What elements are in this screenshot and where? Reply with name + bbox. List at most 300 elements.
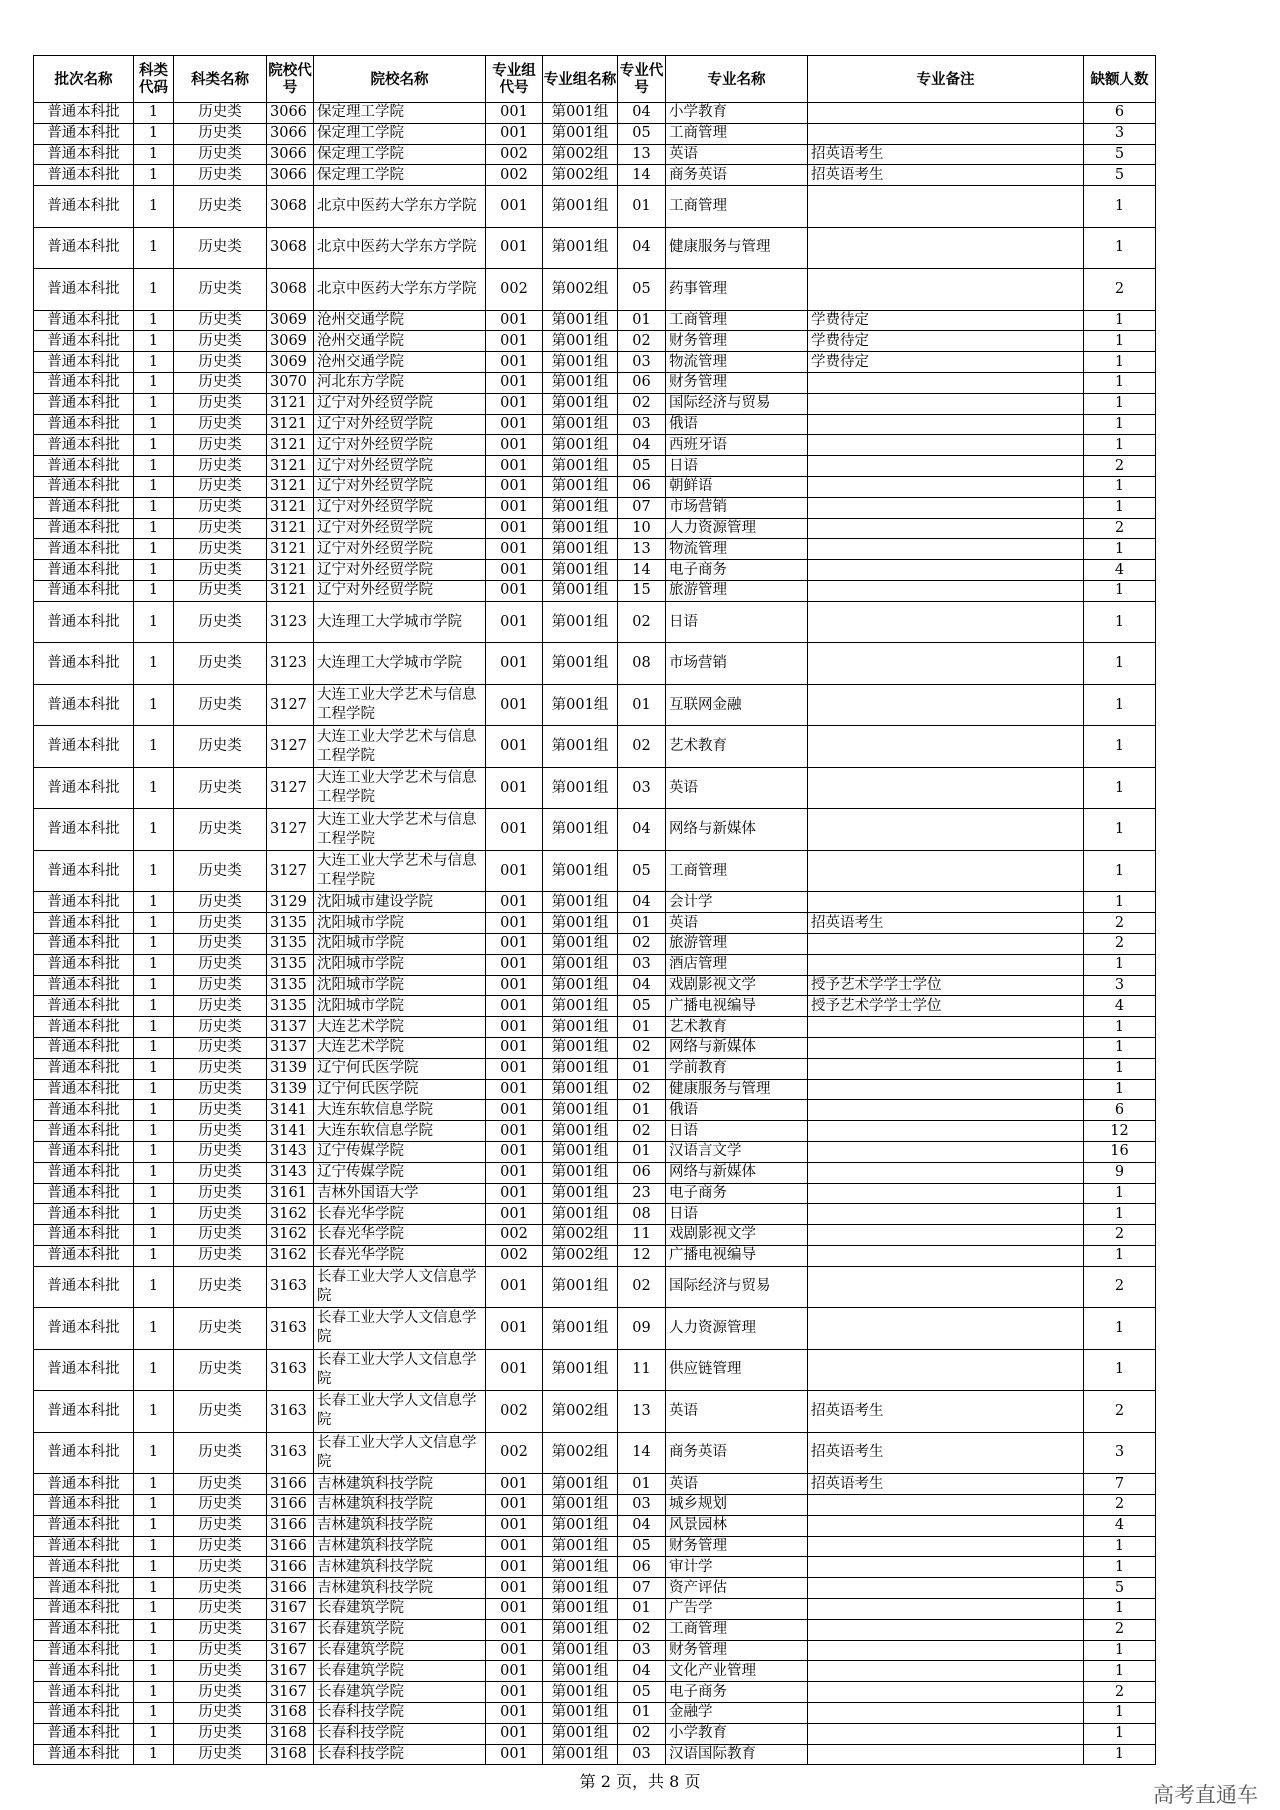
cell-school-code: 3068 [267,269,314,311]
cell-group-code: 001 [486,310,543,331]
cell-major-code: 06 [618,477,666,498]
cell-major-name: 市场营销 [666,643,808,685]
cell-group-code: 001 [486,933,543,954]
cell-vacancy-count: 9 [1084,1162,1156,1183]
cell-vacancy-count: 1 [1084,954,1156,975]
cell-vacancy-count: 1 [1084,414,1156,435]
cell-vacancy-count: 1 [1084,581,1156,602]
cell-school-name: 沈阳城市学院 [314,933,486,954]
cell-major-remark [808,1536,1084,1557]
table-row [34,1266,1156,1308]
cell-category-code: 1 [134,352,174,373]
cell-school-name: 大连工业大学艺术与信息工程学院 [314,767,486,809]
cell-major-name: 财务管理 [666,331,808,352]
cell-category-code: 1 [134,601,174,643]
table-row [34,1619,1156,1640]
cell-vacancy-count: 1 [1084,310,1156,331]
cell-major-name: 市场营销 [666,497,808,518]
cell-major-name: 物流管理 [666,352,808,373]
cell-vacancy-count: 1 [1084,1058,1156,1079]
cell-vacancy-count: 1 [1084,1661,1156,1682]
page-number: 第 2 页，共 8 页 [579,1772,701,1791]
cell-major-code: 07 [618,497,666,518]
cell-vacancy-count: 2 [1084,1266,1156,1308]
cell-group-code: 001 [486,809,543,851]
cell-major-name: 风景园林 [666,1515,808,1536]
cell-major-remark [808,269,1084,311]
cell-major-name: 旅游管理 [666,933,808,954]
cell-category-name: 历史类 [174,1162,267,1183]
cell-major-name: 工商管理 [666,850,808,892]
cell-group-code: 002 [486,269,543,311]
cell-school-code: 3162 [267,1204,314,1225]
cell-group-name: 第002组 [543,1245,618,1266]
cell-category-code: 1 [134,1245,174,1266]
cell-batch: 普通本科批 [34,1557,134,1578]
cell-major-name: 资产评估 [666,1578,808,1599]
cell-batch: 普通本科批 [34,123,134,144]
cell-category-code: 1 [134,1432,174,1474]
table-row [34,1515,1156,1536]
cell-category-code: 1 [134,1723,174,1744]
cell-category-name: 历史类 [174,1100,267,1121]
cell-major-remark [808,1661,1084,1682]
cell-group-code: 002 [486,1432,543,1474]
cell-batch: 普通本科批 [34,1058,134,1079]
cell-group-name: 第001组 [543,1162,618,1183]
cell-batch: 普通本科批 [34,331,134,352]
cell-batch: 普通本科批 [34,414,134,435]
cell-category-name: 历史类 [174,1640,267,1661]
cell-group-code: 001 [486,1598,543,1619]
cell-group-code: 001 [486,1619,543,1640]
cell-school-code: 3066 [267,103,314,124]
table-row [34,310,1156,331]
cell-group-name: 第001组 [543,892,618,913]
cell-vacancy-count: 1 [1084,1017,1156,1038]
cell-school-code: 3162 [267,1245,314,1266]
cell-school-name: 保定理工学院 [314,144,486,165]
cell-category-name: 历史类 [174,1536,267,1557]
cell-vacancy-count: 1 [1084,1744,1156,1765]
cell-category-code: 1 [134,913,174,934]
table-row [34,975,1156,996]
table-row [34,1682,1156,1703]
cell-batch: 普通本科批 [34,1536,134,1557]
table-row [34,456,1156,477]
cell-school-code: 3135 [267,933,314,954]
cell-vacancy-count: 16 [1084,1141,1156,1162]
cell-category-code: 1 [134,310,174,331]
cell-major-name: 戏剧影视文学 [666,1225,808,1246]
cell-category-name: 历史类 [174,601,267,643]
cell-major-code: 05 [618,456,666,477]
cell-category-name: 历史类 [174,1183,267,1204]
cell-category-name: 历史类 [174,996,267,1017]
table-row [34,809,1156,851]
cell-vacancy-count: 6 [1084,1100,1156,1121]
cell-category-code: 1 [134,809,174,851]
cell-group-code: 001 [486,539,543,560]
cell-group-code: 001 [486,123,543,144]
cell-vacancy-count: 7 [1084,1474,1156,1495]
table-row [34,1702,1156,1723]
cell-group-code: 001 [486,684,543,726]
cell-group-name: 第001组 [543,497,618,518]
cell-category-name: 历史类 [174,643,267,685]
cell-category-name: 历史类 [174,1723,267,1744]
cell-major-remark [808,726,1084,768]
cell-vacancy-count: 1 [1084,809,1156,851]
cell-category-name: 历史类 [174,435,267,456]
cell-school-name: 长春科技学院 [314,1702,486,1723]
cell-school-name: 长春科技学院 [314,1744,486,1765]
cell-school-name: 吉林建筑科技学院 [314,1515,486,1536]
cell-group-name: 第001组 [543,310,618,331]
cell-major-remark [808,1578,1084,1599]
cell-group-code: 001 [486,975,543,996]
header-category-code: 科类代码 [134,56,174,103]
cell-major-name: 城乡规划 [666,1494,808,1515]
cell-group-name: 第001组 [543,1494,618,1515]
cell-major-remark [808,1037,1084,1058]
cell-category-code: 1 [134,331,174,352]
cell-major-code: 02 [618,1121,666,1142]
cell-batch: 普通本科批 [34,1515,134,1536]
cell-category-code: 1 [134,1308,174,1350]
cell-major-remark [808,477,1084,498]
cell-major-remark [808,497,1084,518]
cell-vacancy-count: 1 [1084,1204,1156,1225]
cell-major-remark: 学费待定 [808,331,1084,352]
cell-school-code: 3162 [267,1225,314,1246]
table-row [34,1349,1156,1391]
cell-major-code: 12 [618,1245,666,1266]
cell-school-code: 3167 [267,1661,314,1682]
cell-vacancy-count: 4 [1084,560,1156,581]
cell-major-remark [808,892,1084,913]
cell-batch: 普通本科批 [34,227,134,269]
cell-major-name: 国际经济与贸易 [666,1266,808,1308]
table-row [34,414,1156,435]
cell-school-code: 3141 [267,1100,314,1121]
cell-school-name: 长春工业大学人文信息学院 [314,1266,486,1308]
cell-category-code: 1 [134,892,174,913]
cell-school-name: 长春建筑学院 [314,1640,486,1661]
cell-group-name: 第001组 [543,809,618,851]
cell-batch: 普通本科批 [34,560,134,581]
cell-group-name: 第001组 [543,477,618,498]
cell-group-name: 第001组 [543,767,618,809]
cell-batch: 普通本科批 [34,726,134,768]
cell-major-code: 02 [618,1266,666,1308]
cell-group-name: 第001组 [543,227,618,269]
cell-batch: 普通本科批 [34,1702,134,1723]
cell-school-name: 沈阳城市学院 [314,975,486,996]
cell-group-name: 第001组 [543,643,618,685]
cell-category-name: 历史类 [174,1661,267,1682]
cell-group-name: 第002组 [543,269,618,311]
cell-school-code: 3069 [267,352,314,373]
cell-group-name: 第001组 [543,1702,618,1723]
cell-group-name: 第001组 [543,1349,618,1391]
cell-school-name: 吉林外国语大学 [314,1183,486,1204]
cell-group-code: 001 [486,1037,543,1058]
cell-major-code: 01 [618,913,666,934]
cell-group-code: 001 [486,850,543,892]
cell-group-name: 第001组 [543,1619,618,1640]
table-row [34,103,1156,124]
table-row [34,996,1156,1017]
cell-school-name: 沈阳城市学院 [314,913,486,934]
table-row [34,560,1156,581]
cell-group-name: 第001组 [543,1121,618,1142]
cell-vacancy-count: 1 [1084,227,1156,269]
table-row [34,1494,1156,1515]
cell-group-name: 第001组 [543,601,618,643]
cell-batch: 普通本科批 [34,1141,134,1162]
cell-school-name: 辽宁何氏医学院 [314,1058,486,1079]
cell-major-code: 06 [618,373,666,394]
cell-vacancy-count: 1 [1084,539,1156,560]
cell-category-name: 历史类 [174,1515,267,1536]
header-school-code: 院校代号 [267,56,314,103]
cell-vacancy-count: 2 [1084,456,1156,477]
cell-group-code: 001 [486,1661,543,1682]
cell-category-code: 1 [134,1557,174,1578]
cell-major-remark [808,1079,1084,1100]
cell-batch: 普通本科批 [34,1432,134,1474]
cell-school-name: 吉林建筑科技学院 [314,1557,486,1578]
cell-category-name: 历史类 [174,581,267,602]
table-row [34,1557,1156,1578]
cell-major-remark: 学费待定 [808,310,1084,331]
cell-category-code: 1 [134,1121,174,1142]
cell-major-code: 01 [618,186,666,228]
cell-major-name: 广播电视编导 [666,1245,808,1266]
table-row [34,1640,1156,1661]
cell-major-remark [808,1245,1084,1266]
cell-major-name: 工商管理 [666,310,808,331]
cell-category-name: 历史类 [174,1266,267,1308]
cell-major-code: 03 [618,352,666,373]
cell-major-code: 05 [618,1682,666,1703]
cell-group-name: 第001组 [543,1141,618,1162]
cell-vacancy-count: 4 [1084,996,1156,1017]
cell-major-name: 物流管理 [666,539,808,560]
table-row [34,1245,1156,1266]
cell-major-name: 旅游管理 [666,581,808,602]
cell-major-remark [808,1141,1084,1162]
cell-category-code: 1 [134,186,174,228]
cell-batch: 普通本科批 [34,1037,134,1058]
cell-major-name: 财务管理 [666,1640,808,1661]
cell-category-code: 1 [134,144,174,165]
cell-major-name: 商务英语 [666,1432,808,1474]
cell-category-name: 历史类 [174,539,267,560]
cell-group-name: 第001组 [543,954,618,975]
cell-school-name: 大连工业大学艺术与信息工程学院 [314,684,486,726]
cell-school-code: 3121 [267,477,314,498]
cell-school-code: 3168 [267,1744,314,1765]
cell-major-name: 俄语 [666,1100,808,1121]
cell-major-remark [808,1204,1084,1225]
cell-major-name: 戏剧影视文学 [666,975,808,996]
cell-school-code: 3123 [267,643,314,685]
cell-batch: 普通本科批 [34,1017,134,1038]
table-row [34,1661,1156,1682]
cell-batch: 普通本科批 [34,1245,134,1266]
cell-school-name: 长春建筑学院 [314,1682,486,1703]
cell-major-name: 英语 [666,1391,808,1433]
cell-category-name: 历史类 [174,1432,267,1474]
cell-school-code: 3168 [267,1723,314,1744]
table-row [34,1723,1156,1744]
cell-school-code: 3135 [267,996,314,1017]
cell-school-name: 大连东软信息学院 [314,1100,486,1121]
cell-school-name: 长春工业大学人文信息学院 [314,1391,486,1433]
cell-major-remark: 授予艺术学学士学位 [808,996,1084,1017]
cell-group-code: 001 [486,643,543,685]
cell-category-code: 1 [134,103,174,124]
cell-major-code: 23 [618,1183,666,1204]
cell-major-code: 02 [618,1037,666,1058]
cell-category-code: 1 [134,456,174,477]
cell-vacancy-count: 1 [1084,726,1156,768]
cell-major-remark [808,1682,1084,1703]
cell-category-name: 历史类 [174,1349,267,1391]
cell-major-remark [808,601,1084,643]
cell-vacancy-count: 1 [1084,331,1156,352]
cell-category-code: 1 [134,1017,174,1038]
cell-category-name: 历史类 [174,726,267,768]
cell-school-name: 大连工业大学艺术与信息工程学院 [314,850,486,892]
cell-major-remark [808,1744,1084,1765]
cell-major-code: 01 [618,1100,666,1121]
cell-group-code: 001 [486,1474,543,1495]
cell-school-code: 3121 [267,393,314,414]
cell-group-code: 001 [486,518,543,539]
table-row [34,1079,1156,1100]
cell-vacancy-count: 1 [1084,352,1156,373]
cell-vacancy-count: 2 [1084,1494,1156,1515]
cell-category-name: 历史类 [174,1017,267,1038]
cell-major-code: 01 [618,1598,666,1619]
table-row [34,1204,1156,1225]
cell-major-code: 04 [618,103,666,124]
cell-school-code: 3163 [267,1432,314,1474]
cell-batch: 普通本科批 [34,1100,134,1121]
cell-school-name: 吉林建筑科技学院 [314,1474,486,1495]
cell-group-code: 001 [486,1349,543,1391]
cell-batch: 普通本科批 [34,373,134,394]
cell-category-name: 历史类 [174,1079,267,1100]
cell-group-name: 第001组 [543,1474,618,1495]
cell-category-name: 历史类 [174,560,267,581]
cell-category-name: 历史类 [174,1391,267,1433]
cell-group-code: 001 [486,1204,543,1225]
cell-category-code: 1 [134,726,174,768]
cell-school-name: 辽宁何氏医学院 [314,1079,486,1100]
table-row [34,165,1156,186]
cell-group-name: 第001组 [543,913,618,934]
cell-group-name: 第001组 [543,393,618,414]
cell-major-remark: 授予艺术学学士学位 [808,975,1084,996]
cell-vacancy-count: 1 [1084,477,1156,498]
cell-category-name: 历史类 [174,684,267,726]
table-row [34,373,1156,394]
cell-vacancy-count: 1 [1084,497,1156,518]
cell-category-name: 历史类 [174,913,267,934]
cell-category-code: 1 [134,1640,174,1661]
cell-school-name: 沧州交通学院 [314,352,486,373]
cell-school-name: 吉林建筑科技学院 [314,1578,486,1599]
cell-category-code: 1 [134,560,174,581]
table-row [34,1391,1156,1433]
cell-group-name: 第001组 [543,414,618,435]
cell-major-remark [808,581,1084,602]
cell-major-name: 朝鲜语 [666,477,808,498]
cell-batch: 普通本科批 [34,1494,134,1515]
table-row [34,601,1156,643]
cell-vacancy-count: 1 [1084,393,1156,414]
cell-major-code: 15 [618,581,666,602]
cell-group-name: 第001组 [543,1536,618,1557]
cell-major-code: 11 [618,1349,666,1391]
cell-group-code: 001 [486,373,543,394]
cell-major-code: 14 [618,560,666,581]
cell-school-code: 3137 [267,1017,314,1038]
cell-major-code: 05 [618,850,666,892]
header-major-name: 专业名称 [666,56,808,103]
cell-major-remark [808,1515,1084,1536]
cell-group-name: 第001组 [543,1515,618,1536]
cell-major-code: 11 [618,1225,666,1246]
cell-school-name: 辽宁传媒学院 [314,1162,486,1183]
cell-group-name: 第001组 [543,1266,618,1308]
cell-major-code: 09 [618,1308,666,1350]
cell-major-name: 网络与新媒体 [666,1037,808,1058]
cell-major-remark [808,1058,1084,1079]
cell-category-name: 历史类 [174,954,267,975]
cell-school-code: 3166 [267,1557,314,1578]
cell-major-code: 03 [618,1494,666,1515]
cell-group-name: 第001组 [543,331,618,352]
cell-group-name: 第001组 [543,1204,618,1225]
cell-group-name: 第001组 [543,1079,618,1100]
cell-major-code: 02 [618,1723,666,1744]
cell-category-name: 历史类 [174,1058,267,1079]
cell-group-name: 第001组 [543,1723,618,1744]
cell-school-code: 3163 [267,1266,314,1308]
cell-major-code: 07 [618,1578,666,1599]
cell-category-name: 历史类 [174,1037,267,1058]
cell-major-code: 06 [618,1162,666,1183]
cell-major-code: 03 [618,767,666,809]
cell-category-code: 1 [134,269,174,311]
table-row [34,1598,1156,1619]
cell-school-name: 大连艺术学院 [314,1017,486,1038]
cell-category-name: 历史类 [174,477,267,498]
cell-batch: 普通本科批 [34,352,134,373]
cell-batch: 普通本科批 [34,767,134,809]
cell-vacancy-count: 1 [1084,1723,1156,1744]
table-row [34,186,1156,228]
cell-batch: 普通本科批 [34,1183,134,1204]
cell-major-name: 俄语 [666,414,808,435]
cell-major-name: 艺术教育 [666,1017,808,1038]
cell-school-name: 吉林建筑科技学院 [314,1494,486,1515]
